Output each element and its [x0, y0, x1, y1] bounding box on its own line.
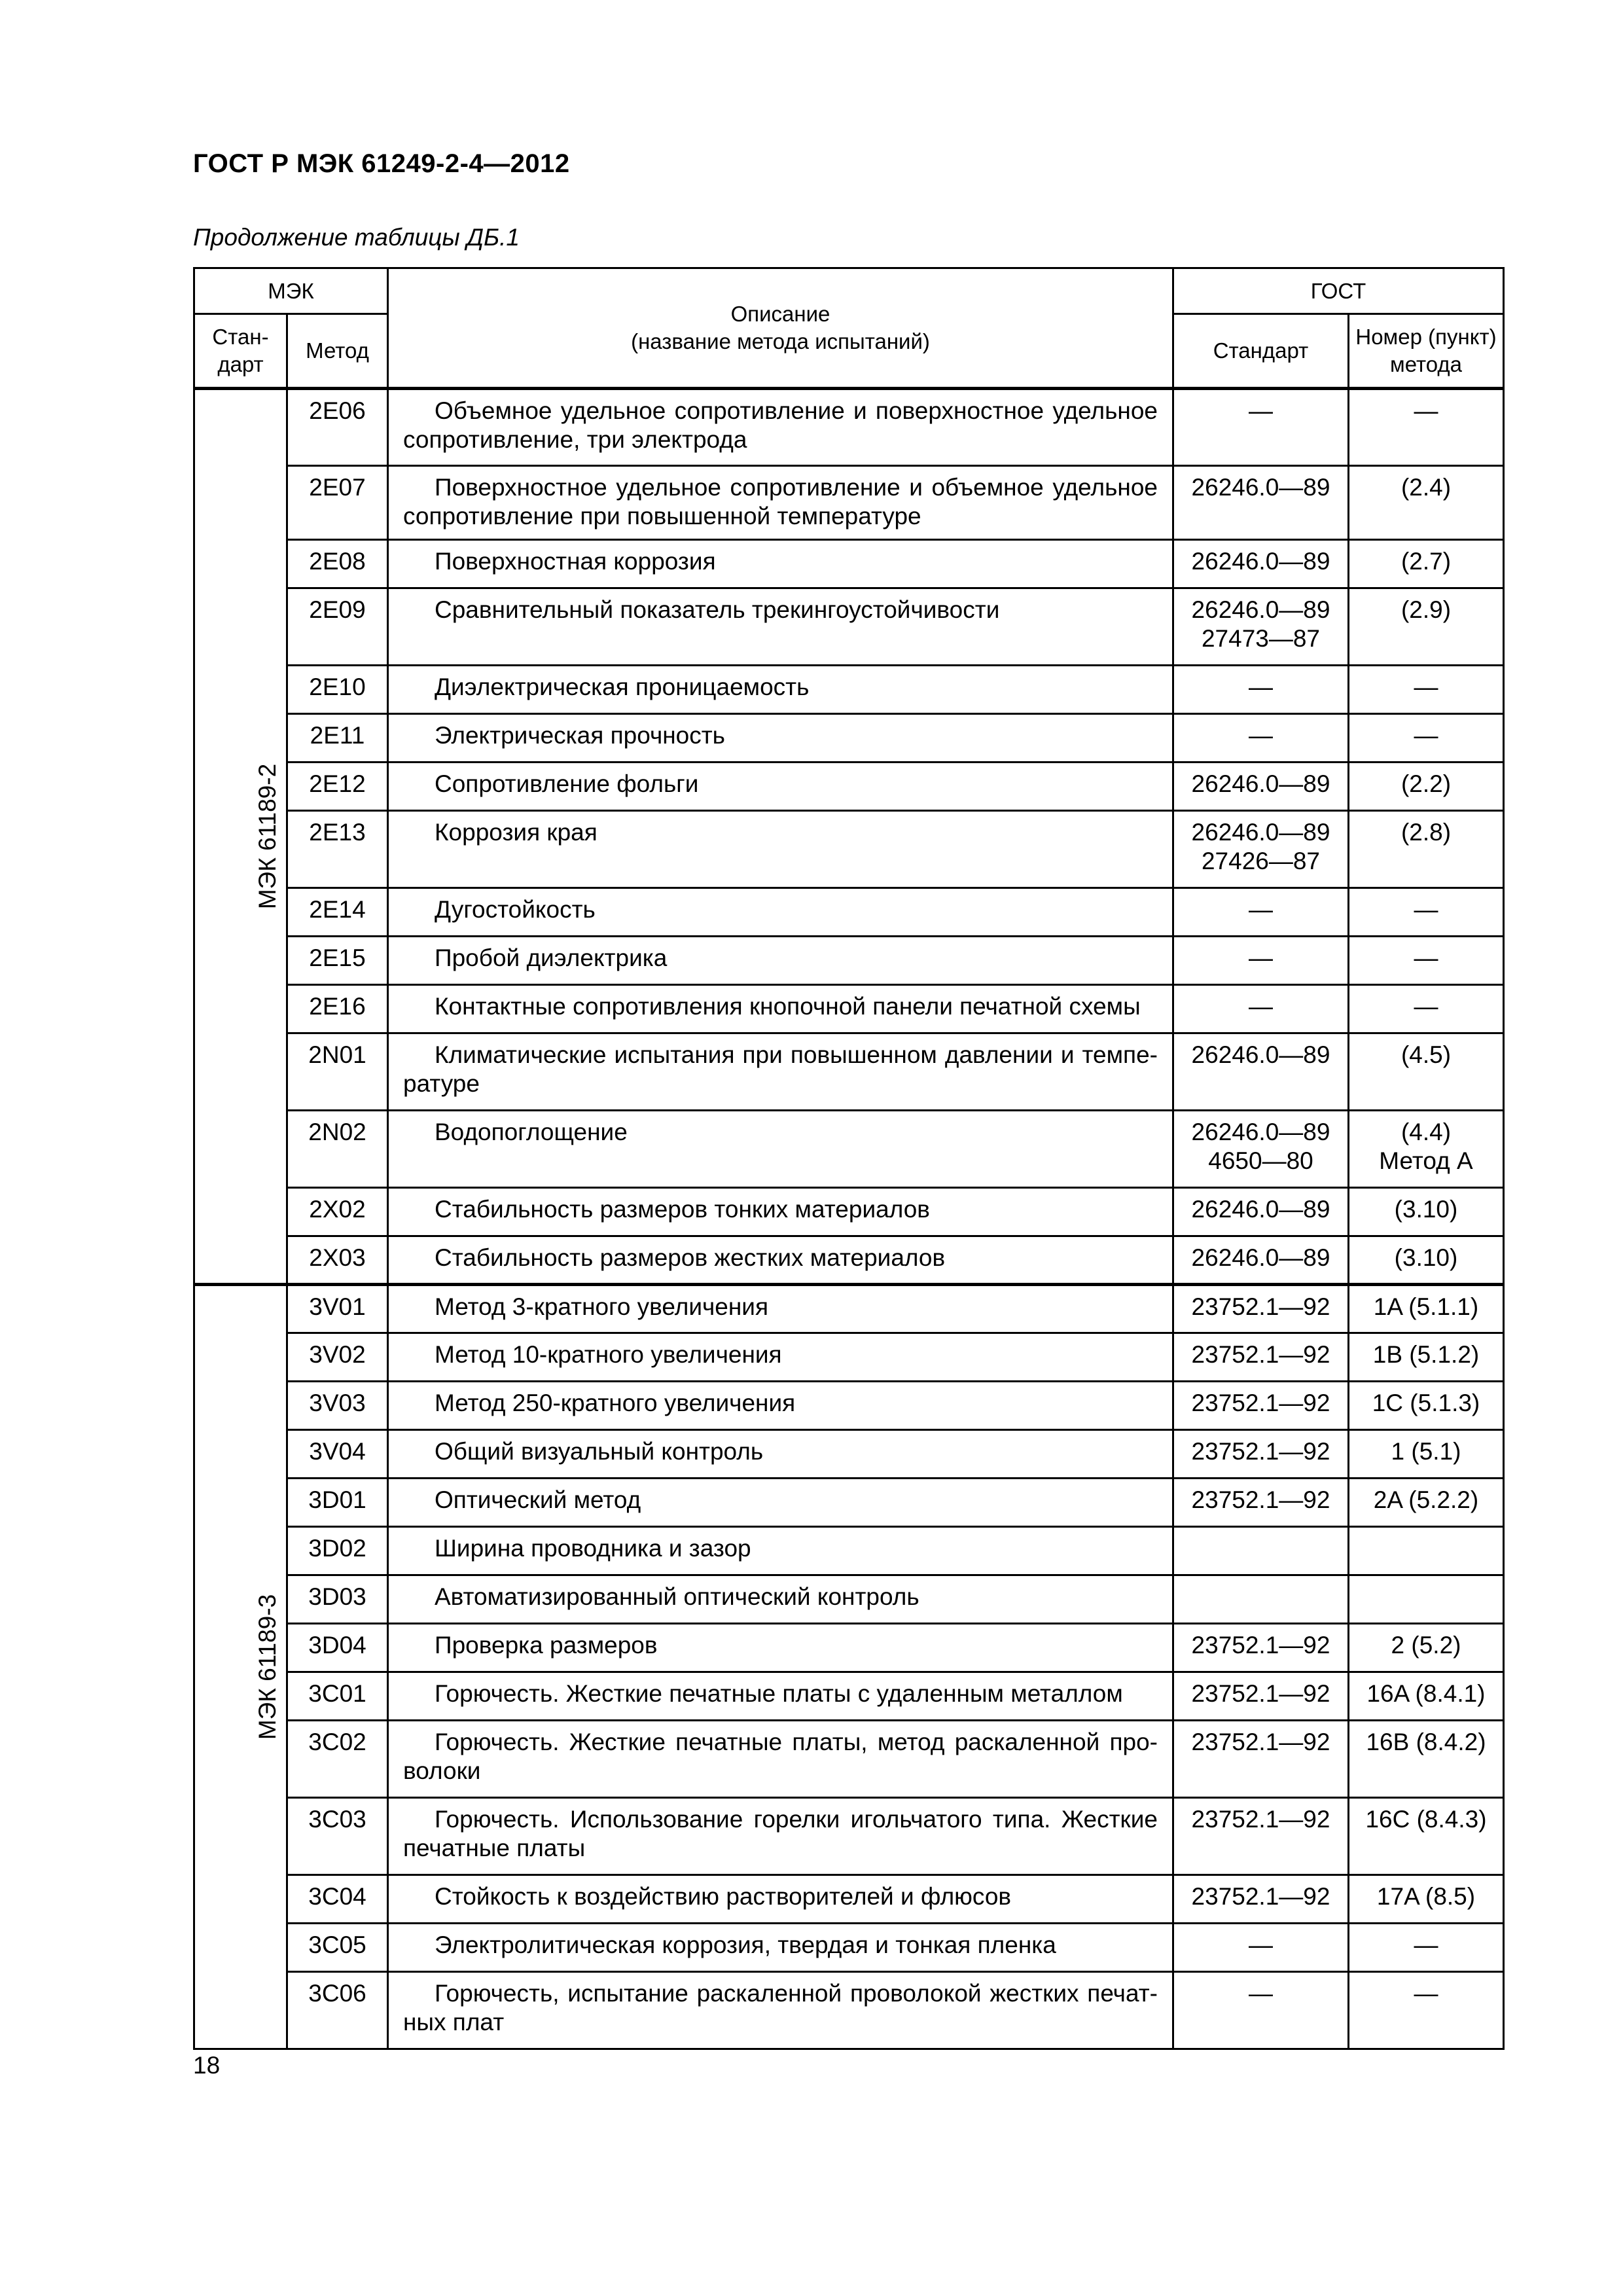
standard-cell: — [1173, 985, 1349, 1033]
item-number-cell: (2.7) [1349, 540, 1504, 588]
table-row [194, 666, 1504, 714]
description-cell: Климатические испытания при повышенном давлении и темпе-ратуре [388, 1033, 1173, 1111]
method-cell: 2E11 [287, 714, 388, 762]
description-cell: Стабильность размеров тонких материалов [388, 1188, 1173, 1236]
standard-cell: — [1173, 666, 1349, 714]
method-cell: 3C01 [287, 1672, 388, 1721]
table-row [194, 1875, 1504, 1924]
standard-cell: — [1173, 1924, 1349, 1972]
methods-table [193, 267, 1505, 2050]
description-cell: Диэлектрическая проницаемость [388, 666, 1173, 714]
table-row [194, 1430, 1504, 1479]
standard-cell: 26246.0—89 27473—87 [1173, 588, 1349, 666]
method-cell: 3C06 [287, 1972, 388, 2049]
item-number-cell [1349, 1527, 1504, 1575]
description-cell: Поверхностное удельное сопротивление и объемное удельное сопротивление при повышенной температуре [388, 466, 1173, 540]
item-number-cell: — [1349, 714, 1504, 762]
table-row [194, 1111, 1504, 1188]
item-number-cell: — [1349, 985, 1504, 1033]
table-row [194, 1721, 1504, 1798]
item-number-cell: — [1349, 937, 1504, 985]
item-number-cell: 1 (5.1) [1349, 1430, 1504, 1479]
method-cell: 3V04 [287, 1430, 388, 1479]
item-number-cell: 17A (8.5) [1349, 1875, 1504, 1924]
method-cell: 2E14 [287, 888, 388, 937]
item-number-cell: 1A (5.1.1) [1349, 1285, 1504, 1333]
method-cell: 3D02 [287, 1527, 388, 1575]
table-row [194, 1033, 1504, 1111]
method-cell: 2N01 [287, 1033, 388, 1111]
item-number-cell: (3.10) [1349, 1188, 1504, 1236]
header-standard-iec: Стан- дарт [194, 314, 287, 389]
method-cell: 3V01 [287, 1285, 388, 1333]
standard-cell: 23752.1—92 [1173, 1672, 1349, 1721]
table-row [194, 389, 1504, 466]
document-title: ГОСТ Р МЭК 61249-2-4—2012 [193, 149, 570, 178]
standard-cell: 23752.1—92 [1173, 1721, 1349, 1798]
method-cell: 2X03 [287, 1236, 388, 1285]
description-cell: Горючесть, испытание раскаленной проволокой жестких печат-ных плат [388, 1972, 1173, 2049]
standard-cell: — [1173, 888, 1349, 937]
standard-cell: 23752.1—92 [1173, 1798, 1349, 1875]
standard-cell: 26246.0—89 4650—80 [1173, 1111, 1349, 1188]
header-method: Метод [287, 314, 388, 389]
description-cell: Сопротивление фольги [388, 762, 1173, 811]
table-row [194, 1798, 1504, 1875]
item-number-cell: — [1349, 666, 1504, 714]
method-cell: 3C03 [287, 1798, 388, 1875]
item-number-cell: 16C (8.4.3) [1349, 1798, 1504, 1875]
method-cell: 2E10 [287, 666, 388, 714]
group-label-cell [194, 389, 287, 1285]
method-cell: 2E07 [287, 466, 388, 540]
method-cell: 2E08 [287, 540, 388, 588]
table-row [194, 540, 1504, 588]
table-row [194, 714, 1504, 762]
description-cell: Электрическая прочность [388, 714, 1173, 762]
standard-cell: 23752.1—92 [1173, 1285, 1349, 1333]
description-cell: Метод 250-кратного увеличения [388, 1382, 1173, 1430]
standard-cell: 26246.0—89 27426—87 [1173, 811, 1349, 888]
method-cell: 2E16 [287, 985, 388, 1033]
item-number-cell: (4.5) [1349, 1033, 1504, 1111]
description-cell: Электролитическая коррозия, твердая и тонкая пленка [388, 1924, 1173, 1972]
item-number-cell: (2.2) [1349, 762, 1504, 811]
description-cell: Горючесть. Жесткие печатные платы с удаленным металлом [388, 1672, 1173, 1721]
header-gost: ГОСТ [1173, 268, 1504, 314]
item-number-cell: 1B (5.1.2) [1349, 1333, 1504, 1382]
standard-cell [1173, 1527, 1349, 1575]
method-cell: 3D01 [287, 1479, 388, 1527]
description-cell: Общий визуальный контроль [388, 1430, 1173, 1479]
table-body [194, 389, 1504, 2049]
method-cell: 3V03 [287, 1382, 388, 1430]
description-cell: Стабильность размеров жестких материалов [388, 1236, 1173, 1285]
method-cell: 2X02 [287, 1188, 388, 1236]
standard-cell: 23752.1—92 [1173, 1875, 1349, 1924]
method-cell: 2N02 [287, 1111, 388, 1188]
description-cell: Горючесть. Использование горелки игольчатого типа. Жесткие печатные платы [388, 1798, 1173, 1875]
description-cell: Дугостойкость [388, 888, 1173, 937]
table-row [194, 1382, 1504, 1430]
header-item-number: Номер (пункт) метода [1349, 314, 1504, 389]
description-cell: Метод 3-кратного увеличения [388, 1285, 1173, 1333]
table-row [194, 1624, 1504, 1672]
standard-cell: 26246.0—89 [1173, 762, 1349, 811]
table-row [194, 1479, 1504, 1527]
table-row [194, 811, 1504, 888]
table-row [194, 762, 1504, 811]
table-row [194, 1285, 1504, 1333]
item-number-cell: (4.4) Метод А [1349, 1111, 1504, 1188]
standard-cell: — [1173, 1972, 1349, 2049]
item-number-cell: — [1349, 1924, 1504, 1972]
header-description: Описание (название метода испытаний) [388, 268, 1173, 389]
item-number-cell: — [1349, 888, 1504, 937]
method-cell: 3C05 [287, 1924, 388, 1972]
table-row [194, 1672, 1504, 1721]
standard-cell: 26246.0—89 [1173, 1188, 1349, 1236]
item-number-cell: (3.10) [1349, 1236, 1504, 1285]
description-cell: Автоматизированный оптический контроль [388, 1575, 1173, 1624]
description-cell: Ширина проводника и зазор [388, 1527, 1173, 1575]
standard-cell: — [1173, 937, 1349, 985]
item-number-cell: 16B (8.4.2) [1349, 1721, 1504, 1798]
method-cell: 3C04 [287, 1875, 388, 1924]
standard-cell: 26246.0—89 [1173, 540, 1349, 588]
method-cell: 2E15 [287, 937, 388, 985]
description-cell: Контактные сопротивления кнопочной панели печатной схемы [388, 985, 1173, 1033]
item-number-cell: 16A (8.4.1) [1349, 1672, 1504, 1721]
table-row [194, 985, 1504, 1033]
standard-cell: 23752.1—92 [1173, 1624, 1349, 1672]
description-cell: Поверхностная коррозия [388, 540, 1173, 588]
standard-cell: 26246.0—89 [1173, 1033, 1349, 1111]
item-number-cell [1349, 1575, 1504, 1624]
description-cell: Коррозия края [388, 811, 1173, 888]
table-row [194, 1972, 1504, 2049]
description-cell: Оптический метод [388, 1479, 1173, 1527]
header-standard-gost: Стандарт [1173, 314, 1349, 389]
method-cell: 2E13 [287, 811, 388, 888]
item-number-cell: 2 (5.2) [1349, 1624, 1504, 1672]
table-row [194, 588, 1504, 666]
item-number-cell: — [1349, 389, 1504, 466]
item-number-cell: 2A (5.2.2) [1349, 1479, 1504, 1527]
table-caption: Продолжение таблицы ДБ.1 [193, 224, 520, 251]
standard-cell: 26246.0—89 [1173, 466, 1349, 540]
standard-cell: 23752.1—92 [1173, 1479, 1349, 1527]
standard-cell: — [1173, 714, 1349, 762]
method-cell: 2E06 [287, 389, 388, 466]
item-number-cell: 1C (5.1.3) [1349, 1382, 1504, 1430]
description-cell: Метод 10-кратного увеличения [388, 1333, 1173, 1382]
standard-cell [1173, 1575, 1349, 1624]
table-row [194, 466, 1504, 540]
table-row [194, 1575, 1504, 1624]
description-cell: Водопоглощение [388, 1111, 1173, 1188]
method-cell: 2E12 [287, 762, 388, 811]
standard-cell: 23752.1—92 [1173, 1430, 1349, 1479]
method-cell: 3D03 [287, 1575, 388, 1624]
standard-cell: 26246.0—89 [1173, 1236, 1349, 1285]
standard-cell: — [1173, 389, 1349, 466]
item-number-cell: — [1349, 1972, 1504, 2049]
description-cell: Сравнительный показатель трекингоустойчивости [388, 588, 1173, 666]
table-row [194, 1527, 1504, 1575]
description-cell: Стойкость к воздействию растворителей и флюсов [388, 1875, 1173, 1924]
method-cell: 3V02 [287, 1333, 388, 1382]
table-row [194, 888, 1504, 937]
item-number-cell: (2.9) [1349, 588, 1504, 666]
table-row [194, 937, 1504, 985]
description-cell: Пробой диэлектрика [388, 937, 1173, 985]
page-number: 18 [193, 2052, 221, 2079]
description-cell: Объемное удельное сопротивление и поверхностное удельное сопротивление, три электрода [388, 389, 1173, 466]
description-cell: Проверка размеров [388, 1624, 1173, 1672]
description-cell: Горючесть. Жесткие печатные платы, метод раскаленной про-волоки [388, 1721, 1173, 1798]
item-number-cell: (2.4) [1349, 466, 1504, 540]
table-row [194, 1236, 1504, 1285]
header-iec: МЭК [194, 268, 388, 314]
method-cell: 3D04 [287, 1624, 388, 1672]
group-label: МЭК 61189-3 [254, 1594, 281, 1740]
standard-cell: 23752.1—92 [1173, 1382, 1349, 1430]
item-number-cell: (2.8) [1349, 811, 1504, 888]
group-label: МЭК 61189-2 [254, 763, 281, 910]
standard-cell: 23752.1—92 [1173, 1333, 1349, 1382]
method-cell: 2E09 [287, 588, 388, 666]
table-row [194, 1188, 1504, 1236]
group-label-cell [194, 1285, 287, 2049]
table-row [194, 1924, 1504, 1972]
method-cell: 3C02 [287, 1721, 388, 1798]
table-row [194, 1333, 1504, 1382]
